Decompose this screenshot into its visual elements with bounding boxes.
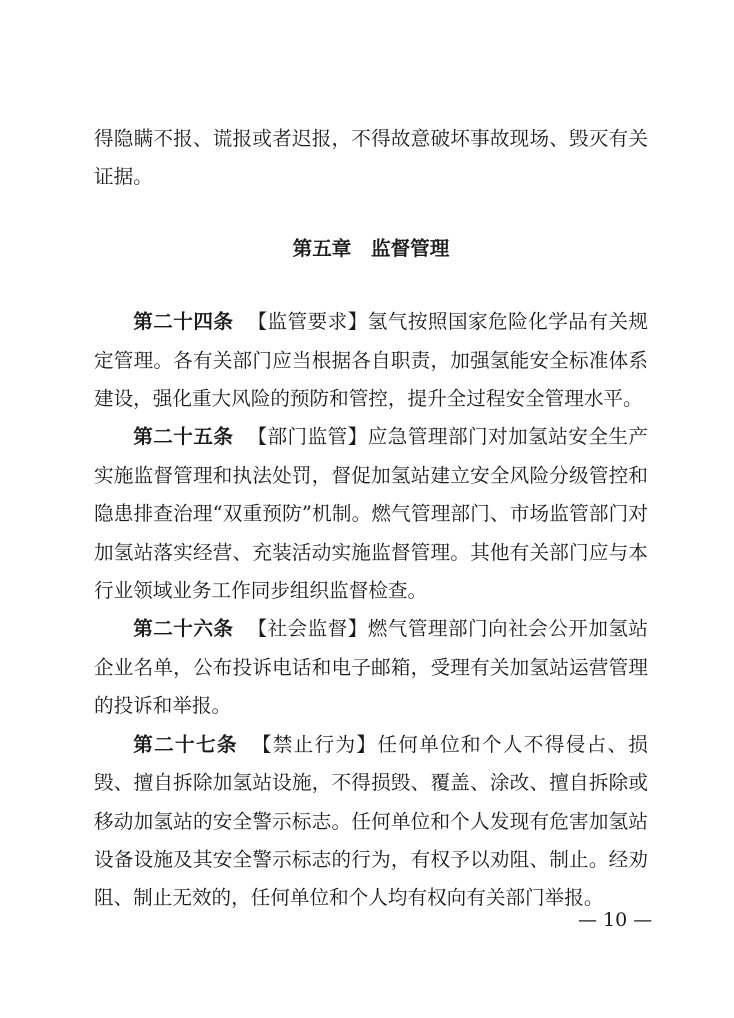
article-number: 第二十五条 bbox=[133, 425, 234, 449]
document-page bbox=[94, 120, 648, 918]
article-number: 第二十七条 bbox=[133, 732, 238, 756]
article-text: 【监管要求】氢气按照国家危险化学品有关规定管理。各有关部门应当根据各自职责，加强氢能安全标准体系建设，强化重大风险的预防和管控，提升全过程安全管理水平。 bbox=[94, 310, 649, 411]
article-number: 第二十四条 bbox=[133, 310, 234, 334]
article-text: 【部门监管】应急管理部门对加氢站安全生产实施监督管理和执法处罚，督促加氢站建立安全风险分级管控和隐患排查治理“双重预防”机制。燃气管理部门、市场监管部门对加氢站落实经营、充装活动实施监督管理。其他有关部门应与本行业领域业务工作同步组织监督检查。 bbox=[94, 425, 649, 603]
article-text: 【禁止行为】任何单位和个人不得侵占、损毁、擅自拆除加氢站设施，不得损毁、覆盖、涂改、擅自拆除或移动加氢站的安全警示标志。任何单位和个人发现有危害加氢站设备设施及其安全警示标志的行为，有权予以劝阻、制止。经劝阻、制止无效的，任何单位和个人均有权向有关部门举报。 bbox=[94, 732, 649, 910]
article-text: 【社会监督】燃气管理部门向社会公开加氢站企业名单，公布投诉电话和电子邮箱，受理有关加氢站运营管理的投诉和举报。 bbox=[94, 617, 649, 718]
chapter-title: 第五章 监督管理 bbox=[292, 236, 450, 260]
page-number: — 10 — bbox=[578, 909, 653, 931]
continuation-paragraph: 得隐瞒不报、谎报或者迟报，不得故意破坏事故现场、毁灭有关证据。 bbox=[94, 127, 648, 189]
article-27 bbox=[94, 726, 648, 918]
article-25 bbox=[94, 418, 648, 610]
article-24 bbox=[94, 303, 648, 418]
article-26 bbox=[94, 610, 648, 725]
article-number: 第二十六条 bbox=[133, 617, 234, 641]
